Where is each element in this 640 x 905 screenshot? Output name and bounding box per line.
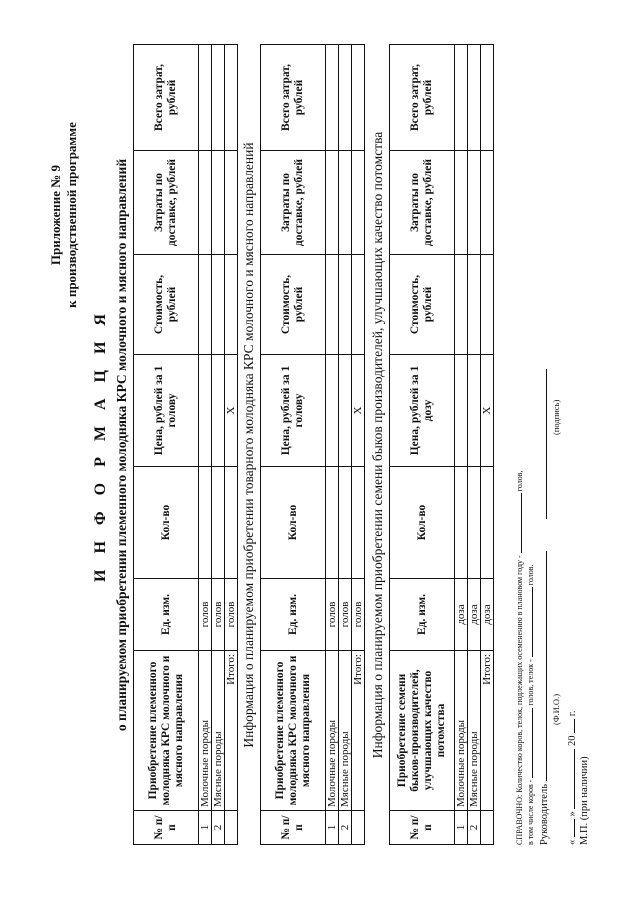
reference-text: СПРАВОЧНО: Количество коров, телок, подлежащих осеменению в плановом году - <box>515 555 524 845</box>
table-commercial-young <box>260 44 365 845</box>
row-qty <box>481 467 494 579</box>
row-num <box>225 811 238 845</box>
date-year: 20 <box>567 735 578 746</box>
col-qty-header: Кол-во <box>390 467 455 579</box>
table-total-row <box>481 45 494 845</box>
table-total-row <box>225 45 238 845</box>
col-delivery-header: Затраты по доставке, рублей <box>261 151 326 255</box>
row-price <box>326 355 339 467</box>
document-subtitle: о планируемом приобретении племенного молодняка КРС молочного и мясного направлений <box>114 158 129 732</box>
row-total <box>455 45 468 151</box>
table-total-row <box>352 45 365 845</box>
row-delivery <box>339 151 352 255</box>
row-num: 1 <box>455 811 468 845</box>
row-price-x: X <box>481 355 494 467</box>
row-unit: голов <box>199 579 212 651</box>
date-open: « <box>567 839 578 845</box>
row-total <box>481 45 494 151</box>
row-total <box>352 45 365 151</box>
row-price <box>468 355 481 467</box>
row-name: Молочные породы <box>326 651 339 811</box>
col-cost-header: Стоимость, рублей <box>134 255 199 355</box>
heifers-blank <box>523 587 533 657</box>
col-total-header: Всего затрат, рублей <box>390 45 455 151</box>
table-row <box>199 45 212 845</box>
annex-label <box>48 45 80 385</box>
row-price-x: X <box>225 355 238 467</box>
table-bull-semen <box>389 44 494 845</box>
col-total-header: Всего затрат, рублей <box>261 45 326 151</box>
col-cost-header: Стоимость, рублей <box>261 255 326 355</box>
row-price-x: X <box>352 355 365 467</box>
row-unit: голов <box>212 579 225 651</box>
row-name: Итого: <box>352 651 365 811</box>
table-header-row <box>134 45 199 845</box>
row-name: Итого: <box>481 651 494 811</box>
col-qty-header: Кол-во <box>134 467 199 579</box>
cows-blank <box>523 708 533 778</box>
row-delivery <box>199 151 212 255</box>
row-qty <box>339 467 352 579</box>
date-close: » <box>567 811 578 817</box>
table-row <box>468 45 481 845</box>
row-num: 2 <box>212 811 225 845</box>
row-price <box>455 355 468 467</box>
manager-line <box>537 369 550 845</box>
manager-label: Руководитель <box>539 784 550 845</box>
row-unit: доза <box>468 579 481 651</box>
table-header-row <box>390 45 455 845</box>
col-qty-header: Кол-во <box>261 467 326 579</box>
date-line <box>565 711 578 846</box>
including-note <box>523 565 536 846</box>
col-name-header: Приобретение семени быков-производителей, улучшающих качество потомства <box>390 651 455 811</box>
col-price-header: Цена, рублей за 1 голову <box>134 355 199 467</box>
row-name: Итого: <box>225 651 238 811</box>
col-unit-header: Ед. изм. <box>134 579 199 651</box>
row-name: Мясные породы <box>212 651 225 811</box>
row-cost <box>326 255 339 355</box>
row-cost <box>352 255 365 355</box>
row-num: 1 <box>326 811 339 845</box>
row-delivery <box>481 151 494 255</box>
row-unit: голов <box>339 579 352 651</box>
row-qty <box>212 467 225 579</box>
row-qty <box>468 467 481 579</box>
row-num: 1 <box>199 811 212 845</box>
row-delivery <box>225 151 238 255</box>
stamp-label: М.П. (при наличии) <box>579 756 590 845</box>
fio-caption: (Ф.И.О.) <box>551 693 561 725</box>
including-unit: голов. <box>526 564 535 586</box>
col-price-header: Цена, рублей за 1 голову <box>261 355 326 467</box>
row-total <box>326 45 339 151</box>
col-num-header: № п/п <box>261 811 326 845</box>
manager-fio-blank <box>537 369 547 519</box>
row-num: 2 <box>339 811 352 845</box>
row-unit: голов <box>326 579 339 651</box>
row-name: Мясные породы <box>339 651 352 811</box>
row-unit: голов <box>352 579 365 651</box>
col-total-header: Всего затрат, рублей <box>134 45 199 151</box>
row-qty <box>225 467 238 579</box>
table-header-row <box>261 45 326 845</box>
reference-blank <box>512 493 522 553</box>
row-name: Молочные породы <box>199 651 212 811</box>
col-name-header: Приобретение племенного молодняка КРС молочного и мясного направления <box>261 651 326 811</box>
col-num-header: № п/п <box>390 811 455 845</box>
section-title-commercial: Информация о планируемом приобретении товарного молодняка КРС молочного и мясного направлений <box>241 142 256 748</box>
row-unit: доза <box>455 579 468 651</box>
row-unit: доза <box>481 579 494 651</box>
col-name-header: Приобретение племенного молодняка КРС молочного и мясного направления <box>134 651 199 811</box>
row-name: Мясные породы <box>468 651 481 811</box>
row-cost <box>455 255 468 355</box>
annex-number: Приложение № 9 <box>48 164 63 266</box>
date-suffix: г. <box>567 710 578 717</box>
date-year-blank <box>565 719 575 733</box>
row-cost <box>199 255 212 355</box>
including-mid: голов, телок - <box>526 659 535 706</box>
table-breeding-young <box>133 44 238 845</box>
row-qty <box>326 467 339 579</box>
col-unit-header: Ед. изм. <box>261 579 326 651</box>
table-row <box>339 45 352 845</box>
row-delivery <box>352 151 365 255</box>
row-num <box>481 811 494 845</box>
row-total <box>468 45 481 151</box>
row-total <box>212 45 225 151</box>
row-delivery <box>468 151 481 255</box>
row-name: Молочные породы <box>455 651 468 811</box>
table-row <box>212 45 225 845</box>
row-qty <box>352 467 365 579</box>
row-total <box>199 45 212 151</box>
section-title-semen: Информация о планируемом приобретении семени быков производителей, улучшающих качество потомства <box>370 131 385 759</box>
signature-caption: (подпись) <box>551 399 561 435</box>
row-cost <box>481 255 494 355</box>
manager-signature-blank <box>537 551 547 781</box>
table-row <box>326 45 339 845</box>
date-day-blank <box>565 819 575 837</box>
row-qty <box>455 467 468 579</box>
table-row <box>455 45 468 845</box>
row-delivery <box>212 151 225 255</box>
row-price <box>212 355 225 467</box>
row-cost <box>212 255 225 355</box>
col-delivery-header: Затраты по доставке, рублей <box>134 151 199 255</box>
date-month-blank <box>565 749 575 809</box>
row-total <box>225 45 238 151</box>
col-unit-header: Ед. изм. <box>390 579 455 651</box>
including-cows: в том числе коров - <box>526 779 535 845</box>
row-price <box>339 355 352 467</box>
col-cost-header: Стоимость, рублей <box>390 255 455 355</box>
row-unit: голов <box>225 579 238 651</box>
row-qty <box>199 467 212 579</box>
reference-unit: голов, <box>515 470 524 492</box>
row-cost <box>339 255 352 355</box>
row-cost <box>225 255 238 355</box>
row-num <box>352 811 365 845</box>
col-price-header: Цена, рублей за 1 дозу <box>390 355 455 467</box>
row-price <box>199 355 212 467</box>
row-cost <box>468 255 481 355</box>
col-delivery-header: Затраты по доставке, рублей <box>390 151 455 255</box>
row-total <box>339 45 352 151</box>
document-title: И Н Ф О Р М А Ц И Я <box>92 308 109 582</box>
row-delivery <box>326 151 339 255</box>
annex-to: к производственной программе <box>64 122 79 308</box>
row-delivery <box>455 151 468 255</box>
row-num: 2 <box>468 811 481 845</box>
col-num-header: № п/п <box>134 811 199 845</box>
